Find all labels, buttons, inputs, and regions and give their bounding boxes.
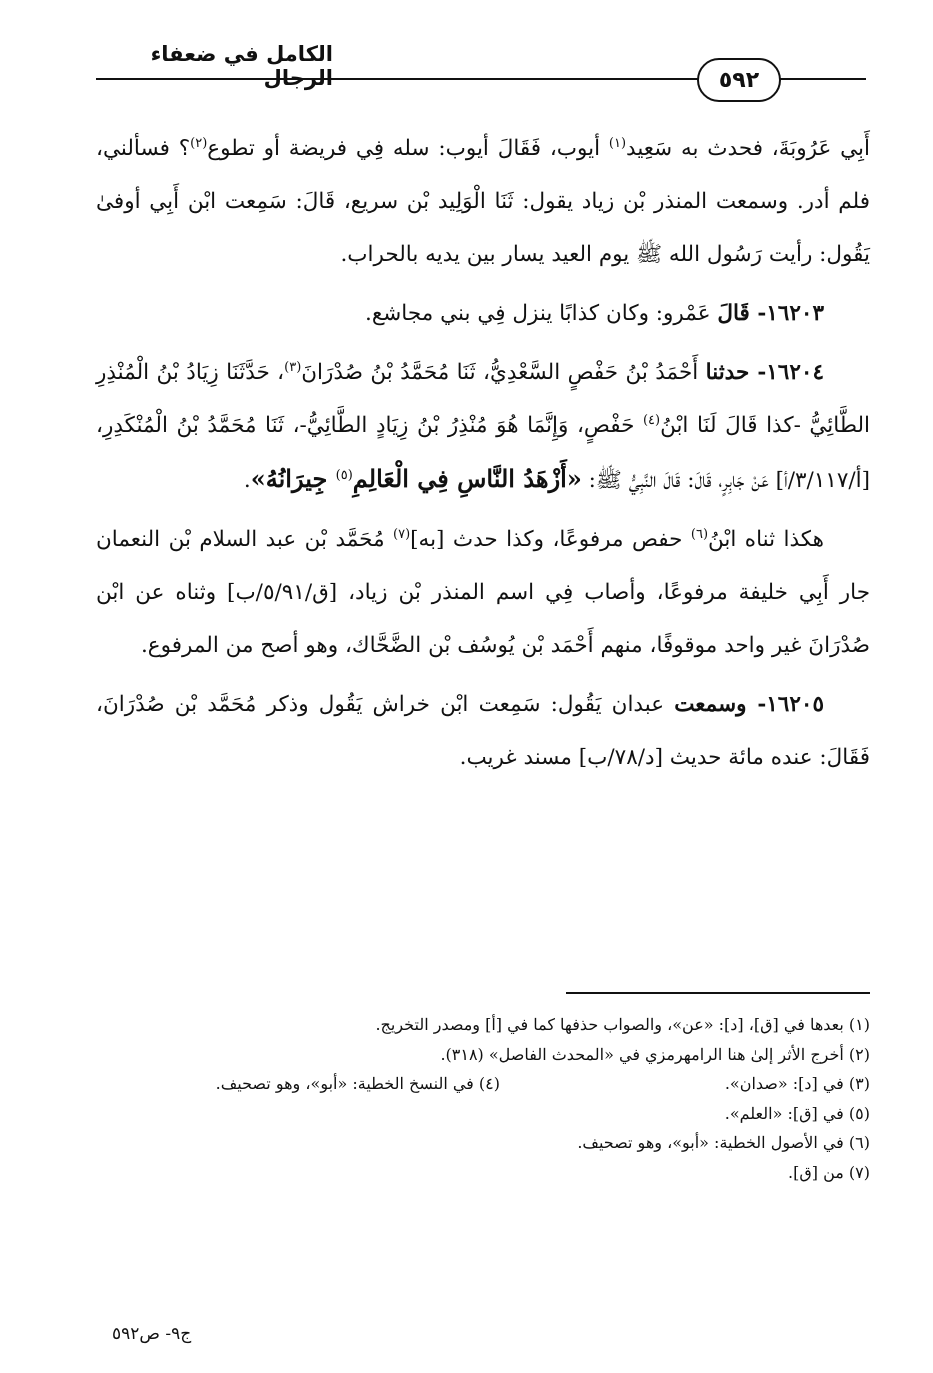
commentary-paragraph (96, 513, 870, 672)
hadith-quote-end: جِيرَانُهُ» (250, 464, 336, 493)
text-run: مُحَمَّد بْن عبد السلام بْن النعمان جار أَبِي خليفة مرفوعًا، وأصاب فِي اسم المنذر بْن زياد، [ق/٥/٩١/ب] وثناه عن ابْن صُدْرَانَ غير واحد موقوفًا، منهم أَحْمَد بْن يُوسُف بْن الضَّحَّاك، وهو أصح من المرفوع. (96, 527, 870, 658)
footnote-marker-4[interactable]: (٤) (642, 412, 661, 428)
text-run: حَفْصٍ، وَإِنَّمَا هُوَ مُنْذِرُ بْنُ زِيَادٍ الطَّائِيُّ-، ثَنَا مُحَمَّدُ بْنُ الْمُنْكَدِرِ، [أ/٣/١١٧/أ] عَنْ جَابِرٍ، قَالَ: قَالَ النَّبِيُّ ﷺ: (96, 413, 870, 493)
running-header-title: الكامل في ضعفاء الرجال (150, 42, 333, 90)
narration-number: ١٦٢٠٥- (746, 692, 824, 717)
text-run: أيوب، فَقَالَ أيوب: سله فِي فريضة أو تطوع (207, 136, 609, 161)
narration-lead-word: قَالَ (717, 301, 750, 326)
text-run: حفص مرفوعًا، وكذا حدث [به] (410, 527, 691, 552)
page-number-badge: ٥٩٢ (697, 58, 781, 102)
footnote-6: (٦) في الأصول الخطية: «أبو»، وهو تصحيف. (577, 1133, 870, 1152)
footnote-row (96, 1069, 870, 1099)
footnote-marker-7[interactable]: (٧) (393, 526, 411, 542)
text-run: هكذا ثناه ابْنُ (708, 527, 824, 552)
main-text (96, 122, 870, 784)
footnote-marker-1[interactable]: (١) (608, 135, 627, 151)
footnote-marker-2[interactable]: (٢) (190, 135, 208, 151)
footnote-marker-3[interactable]: (٣) (284, 359, 302, 375)
narration-16204 (96, 346, 870, 507)
footnote-marker-5[interactable]: (٥) (335, 467, 353, 483)
footnote-7: (٧) من [ق]. (788, 1162, 870, 1182)
footnote-4: (٤) في النسخ الخطية: «أبو»، وهو تصحيف. (215, 1074, 500, 1093)
narration-number: ١٦٢٠٤- (749, 360, 824, 385)
footnote-marker-6[interactable]: (٦) (690, 526, 709, 542)
footnote-5: (٥) في [ق]: «العلم». (724, 1103, 870, 1123)
text-run: عبدان يَقُول: سَمِعت ابْن خراش يَقُول وذكر مُحَمَّد بْن صُدْرَانَ، فَقَالَ: عنده مائة حديث [د/٧٨/ب] مسند غريب. (96, 692, 870, 770)
footnote-2: (٢) أخرج الأثر إلىٰ هنا الرامهرمزي في «المحدث الفاصل» (٣١٨). (440, 1044, 870, 1064)
volume-page-reference: ج٩- ص٥٩٢ (112, 1324, 192, 1344)
text-run: عَمْرو: وكان كذابًا ينزل فِي بني مجاشع. (365, 301, 718, 326)
hadith-quote: «أَزْهَدُ النَّاسِ فِي الْعَالِمِ (352, 464, 582, 493)
narration-lead-word: حدثنا (705, 360, 750, 385)
footnote-3: (٣) في [د]: «صدان». (724, 1074, 870, 1093)
narration-number: ١٦٢٠٣- (749, 301, 824, 326)
narration-lead-word: وسمعت (674, 692, 747, 717)
footnotes (96, 1010, 870, 1187)
text-run: أَبِي عَرُوبَةَ، فحدث به سَعِيد (626, 136, 871, 161)
footnote-1: (١) بعدها في [ق]، [د]: «عن»، والصواب حذفها كما في [أ] ومصدر التخريج. (375, 1015, 870, 1034)
text-run: ؟ فسألني، فلم أدر. وسمعت المنذر بْن زياد يقول: ثَنَا الْوَلِيد بْن سريع، قَالَ: سَمِعت ابْن أَبِي أوفىٰ يَقُول: رأيت رَسُول الله ﷺ يوم العيد يسار بين يديه بالحراب. (96, 136, 870, 267)
narration-16205 (96, 678, 870, 784)
text-run: ، حَدَّثَنَا زِيَادُ بْنُ الْمُنْذِرِ الطَّائِيُّ -كذا قَالَ لَنَا ابْنُ (96, 360, 870, 438)
paragraph-continuation (96, 122, 870, 281)
narration-16203 (96, 287, 870, 340)
footnote-separator (566, 992, 870, 994)
text-run: أَحْمَدُ بْنُ حَفْصٍ السَّعْدِيُّ، ثَنَا مُحَمَّدُ بْنُ صُدْرَانَ (301, 360, 706, 385)
text-run: . (243, 468, 251, 493)
